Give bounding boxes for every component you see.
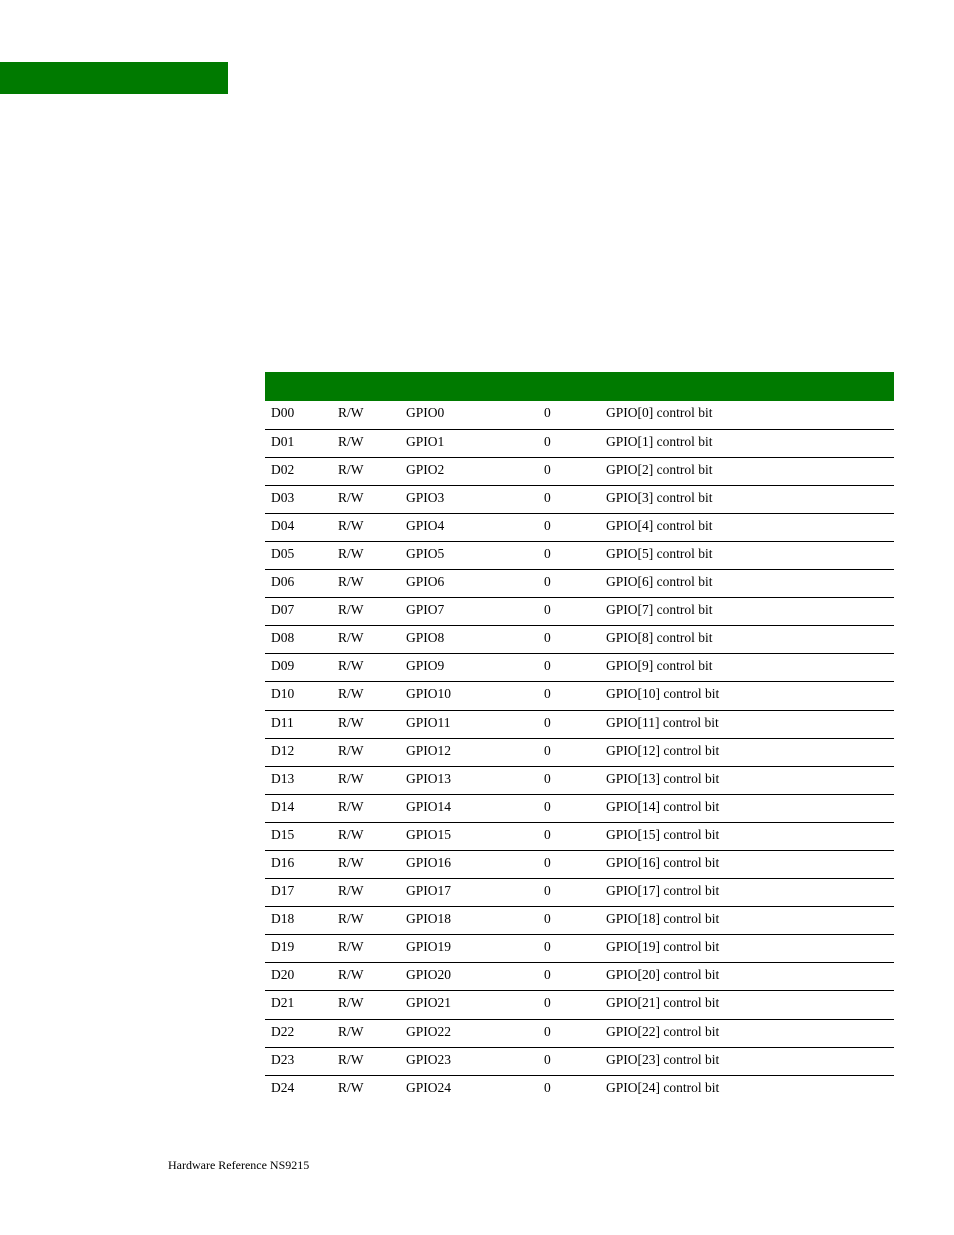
table-row	[265, 682, 894, 710]
bits-cell: D06	[271, 574, 295, 590]
table-row	[265, 935, 894, 963]
description-cell: GPIO[9] control bit	[606, 658, 713, 674]
access-cell: R/W	[338, 770, 364, 786]
access-cell: R/W	[338, 602, 364, 618]
access-cell: R/W	[338, 967, 364, 983]
table-row	[265, 991, 894, 1019]
mnemonic-cell: GPIO4	[406, 517, 445, 533]
header-cell-access	[332, 372, 400, 401]
description-cell: GPIO[3] control bit	[606, 489, 713, 505]
description-cell: GPIO[24] control bit	[606, 1079, 720, 1095]
access-cell: R/W	[338, 911, 364, 927]
table-row	[265, 598, 894, 626]
mnemonic-cell: GPIO5	[406, 545, 445, 561]
header-color-bar	[0, 62, 228, 94]
mnemonic-cell: GPIO14	[406, 798, 452, 814]
table-row	[265, 457, 894, 485]
bits-cell: D12	[271, 742, 295, 758]
access-cell: R/W	[338, 405, 364, 420]
description-cell: GPIO[10] control bit	[606, 686, 720, 702]
reset-value-cell: 0	[544, 405, 551, 420]
bits-cell: D22	[271, 1023, 295, 1039]
description-cell: GPIO[11] control bit	[606, 714, 719, 730]
table-row	[265, 710, 894, 738]
description-cell: GPIO[5] control bit	[606, 545, 713, 561]
bits-cell: D11	[271, 714, 294, 730]
bits-cell: D15	[271, 826, 295, 842]
access-cell: R/W	[338, 630, 364, 646]
mnemonic-cell: GPIO10	[406, 686, 452, 702]
access-cell: R/W	[338, 1051, 364, 1067]
reset-value-cell: 0	[544, 1051, 551, 1067]
bits-cell: D09	[271, 658, 295, 674]
reset-value-cell: 0	[544, 574, 551, 590]
bits-cell: D16	[271, 855, 295, 870]
reset-value-cell: 0	[544, 686, 551, 702]
description-cell: GPIO[16] control bit	[606, 855, 720, 870]
description-cell: GPIO[19] control bit	[606, 939, 720, 955]
mnemonic-cell: GPIO2	[406, 461, 445, 477]
bits-cell: D14	[271, 798, 295, 814]
table-row	[265, 1075, 894, 1103]
mnemonic-cell: GPIO8	[406, 630, 445, 646]
mnemonic-cell: GPIO15	[406, 826, 452, 842]
mnemonic-cell: GPIO3	[406, 489, 445, 505]
reset-value-cell: 0	[544, 1023, 551, 1039]
mnemonic-cell: GPIO7	[406, 602, 445, 618]
table-row	[265, 570, 894, 598]
access-cell: R/W	[338, 1079, 364, 1095]
description-cell: GPIO[7] control bit	[606, 602, 713, 618]
register-bit-table	[265, 372, 894, 1103]
bits-cell: D05	[271, 545, 295, 561]
access-cell: R/W	[338, 939, 364, 955]
table-row	[265, 738, 894, 766]
bits-cell: D01	[271, 433, 295, 449]
bits-cell: D07	[271, 602, 295, 618]
access-cell: R/W	[338, 826, 364, 842]
bits-cell: D13	[271, 770, 295, 786]
reset-value-cell: 0	[544, 883, 551, 899]
reset-value-cell: 0	[544, 489, 551, 505]
header-cell-reset	[535, 372, 602, 401]
access-cell: R/W	[338, 714, 364, 730]
access-cell: R/W	[338, 1023, 364, 1039]
reset-value-cell: 0	[544, 1079, 551, 1095]
bits-cell: D19	[271, 939, 295, 955]
table-row	[265, 907, 894, 935]
reset-value-cell: 0	[544, 461, 551, 477]
mnemonic-cell: GPIO23	[406, 1051, 452, 1067]
bits-cell: D18	[271, 911, 295, 927]
bits-cell: D17	[271, 883, 295, 899]
table-row	[265, 1019, 894, 1047]
table-row	[265, 879, 894, 907]
header-cell-description	[602, 372, 894, 401]
access-cell: R/W	[338, 517, 364, 533]
access-cell: R/W	[338, 545, 364, 561]
access-cell: R/W	[338, 461, 364, 477]
description-cell: GPIO[12] control bit	[606, 742, 720, 758]
reset-value-cell: 0	[544, 714, 551, 730]
table-row	[265, 822, 894, 850]
reset-value-cell: 0	[544, 770, 551, 786]
access-cell: R/W	[338, 883, 364, 899]
table-row	[265, 541, 894, 569]
description-cell: GPIO[13] control bit	[606, 770, 720, 786]
bits-cell: D10	[271, 686, 295, 702]
access-cell: R/W	[338, 995, 364, 1011]
mnemonic-cell: GPIO16	[406, 855, 452, 870]
reset-value-cell: 0	[544, 967, 551, 983]
reset-value-cell: 0	[544, 911, 551, 927]
bits-cell: D20	[271, 967, 295, 983]
access-cell: R/W	[338, 798, 364, 814]
table-row	[265, 513, 894, 541]
access-cell: R/W	[338, 742, 364, 758]
table-row	[265, 1047, 894, 1075]
bits-cell: D23	[271, 1051, 295, 1067]
mnemonic-cell: GPIO21	[406, 995, 452, 1011]
reset-value-cell: 0	[544, 602, 551, 618]
mnemonic-cell: GPIO13	[406, 770, 452, 786]
mnemonic-cell: GPIO22	[406, 1023, 452, 1039]
bits-cell: D03	[271, 489, 295, 505]
access-cell: R/W	[338, 489, 364, 505]
reset-value-cell: 0	[544, 995, 551, 1011]
description-cell: GPIO[21] control bit	[606, 995, 720, 1011]
mnemonic-cell: GPIO11	[406, 714, 451, 730]
description-cell: GPIO[17] control bit	[606, 883, 720, 899]
access-cell: R/W	[338, 855, 364, 870]
description-cell: GPIO[6] control bit	[606, 574, 713, 590]
mnemonic-cell: GPIO24	[406, 1079, 452, 1095]
table-row	[265, 851, 894, 879]
table-body	[265, 401, 894, 1103]
description-cell: GPIO[18] control bit	[606, 911, 720, 927]
header-cell-bits	[265, 372, 332, 401]
footer-document-title: Hardware Reference NS9215	[168, 1158, 310, 1172]
description-cell: GPIO[4] control bit	[606, 517, 713, 533]
bits-cell: D02	[271, 461, 295, 477]
description-cell: GPIO[14] control bit	[606, 798, 720, 814]
reset-value-cell: 0	[544, 826, 551, 842]
table-row	[265, 626, 894, 654]
table-header-row	[265, 372, 894, 401]
mnemonic-cell: GPIO19	[406, 939, 452, 955]
description-cell: GPIO[8] control bit	[606, 630, 713, 646]
reset-value-cell: 0	[544, 658, 551, 674]
bits-cell: D04	[271, 517, 295, 533]
access-cell: R/W	[338, 658, 364, 674]
table-row	[265, 485, 894, 513]
mnemonic-cell: GPIO17	[406, 883, 452, 899]
description-cell: GPIO[2] control bit	[606, 461, 713, 477]
description-cell: GPIO[22] control bit	[606, 1023, 720, 1039]
table-row	[265, 766, 894, 794]
header-cell-mnemonic	[400, 372, 535, 401]
reset-value-cell: 0	[544, 798, 551, 814]
mnemonic-cell: GPIO6	[406, 574, 445, 590]
reset-value-cell: 0	[544, 545, 551, 561]
description-cell: GPIO[15] control bit	[606, 826, 720, 842]
table-row	[265, 429, 894, 457]
reset-value-cell: 0	[544, 939, 551, 955]
reset-value-cell: 0	[544, 630, 551, 646]
description-cell: GPIO[1] control bit	[606, 433, 713, 449]
mnemonic-cell: GPIO12	[406, 742, 452, 758]
table-row	[265, 654, 894, 682]
table-row	[265, 401, 894, 429]
bits-cell: D21	[271, 995, 295, 1011]
table-row	[265, 794, 894, 822]
access-cell: R/W	[338, 574, 364, 590]
reset-value-cell: 0	[544, 517, 551, 533]
mnemonic-cell: GPIO9	[406, 658, 445, 674]
bits-cell: D00	[271, 405, 295, 420]
description-cell: GPIO[20] control bit	[606, 967, 720, 983]
reset-value-cell: 0	[544, 742, 551, 758]
bits-cell: D24	[271, 1079, 295, 1095]
mnemonic-cell: GPIO0	[406, 405, 445, 420]
bits-cell: D08	[271, 630, 295, 646]
mnemonic-cell: GPIO20	[406, 967, 452, 983]
access-cell: R/W	[338, 433, 364, 449]
table-row	[265, 963, 894, 991]
mnemonic-cell: GPIO1	[406, 433, 445, 449]
reset-value-cell: 0	[544, 855, 551, 870]
mnemonic-cell: GPIO18	[406, 911, 452, 927]
access-cell: R/W	[338, 686, 364, 702]
description-cell: GPIO[23] control bit	[606, 1051, 720, 1067]
description-cell: GPIO[0] control bit	[606, 405, 713, 420]
reset-value-cell: 0	[544, 433, 551, 449]
